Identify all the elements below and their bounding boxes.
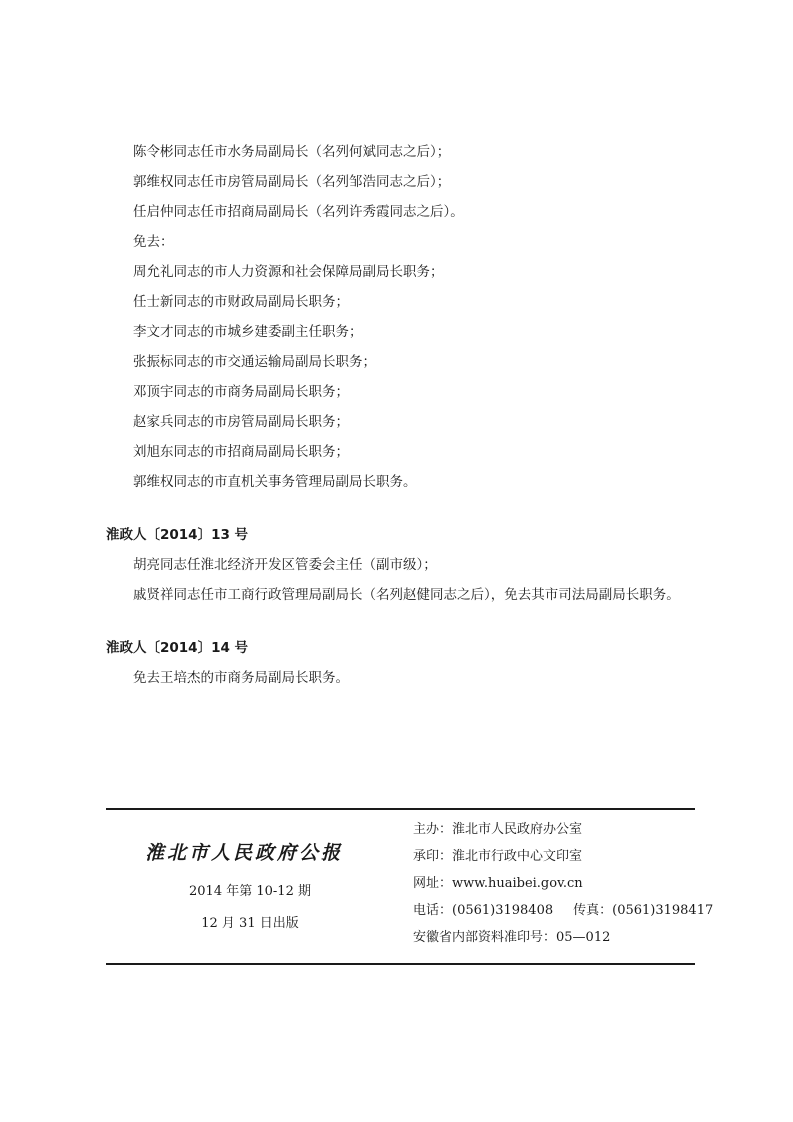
text-line: 戚贤祥同志任市工商行政管理局副局长（名列赵健同志之后），免去其市司法局副局长职务。 — [133, 587, 680, 603]
text-line: 免去： — [133, 234, 174, 250]
text-line: 免去王培杰的市商务局副局长职务。 — [133, 670, 349, 686]
text-line: 郭维权同志的市直机关事务管理局副局长职务。 — [133, 474, 417, 490]
text-line: 张振标同志的市交通运输局副局长职务； — [133, 354, 376, 370]
text-line: 刘旭东同志的市招商局副局长职务； — [133, 444, 349, 460]
text-line: 陈令彬同志任市水务局副局长（名列何斌同志之后）； — [133, 144, 451, 160]
text-line: 胡亮同志任淮北经济开发区管委会主任（副市级）； — [133, 557, 437, 573]
website-info: 网址：www.huaibei.gov.cn — [413, 876, 583, 891]
text-line: 郭维权同志任市房管局副局长（名列邹浩同志之后）； — [133, 174, 451, 190]
contact-info — [413, 901, 713, 921]
gazette-title: 淮北市人民政府公报 — [145, 842, 344, 864]
text-line: 任士新同志的市财政局副局长职务； — [133, 294, 349, 310]
text-line: 任启仲同志任市招商局副局长（名列许秀霞同志之后）。 — [133, 204, 464, 220]
permit-info: 安徽省内部资料准印号：05—012 — [413, 930, 611, 945]
text-line: 李文才同志的市城乡建委副主任职务； — [133, 324, 363, 340]
text-line: 周允礼同志的市人力资源和社会保障局副局长职务； — [133, 264, 444, 280]
section-heading: 淮政人〔2014〕13 号 — [106, 527, 249, 543]
section-heading: 淮政人〔2014〕14 号 — [106, 640, 249, 656]
sponsor-info: 主办：淮北市人民政府办公室 — [413, 822, 583, 837]
printer-info: 承印：淮北市行政中心文印室 — [413, 849, 583, 864]
footer-top-rule — [106, 808, 695, 810]
fax-info: 传真：(0561)3198417 — [573, 903, 714, 918]
issue-number: 2014 年第 10-12 期 — [189, 884, 311, 899]
text-line: 赵家兵同志的市房管局副局长职务； — [133, 414, 349, 430]
footer-bottom-rule — [106, 963, 695, 965]
phone-info: 电话：(0561)3198408 — [413, 903, 554, 918]
text-line: 邓顶宇同志的市商务局副局长职务； — [133, 384, 349, 400]
publish-date: 12 月 31 日出版 — [201, 916, 299, 931]
